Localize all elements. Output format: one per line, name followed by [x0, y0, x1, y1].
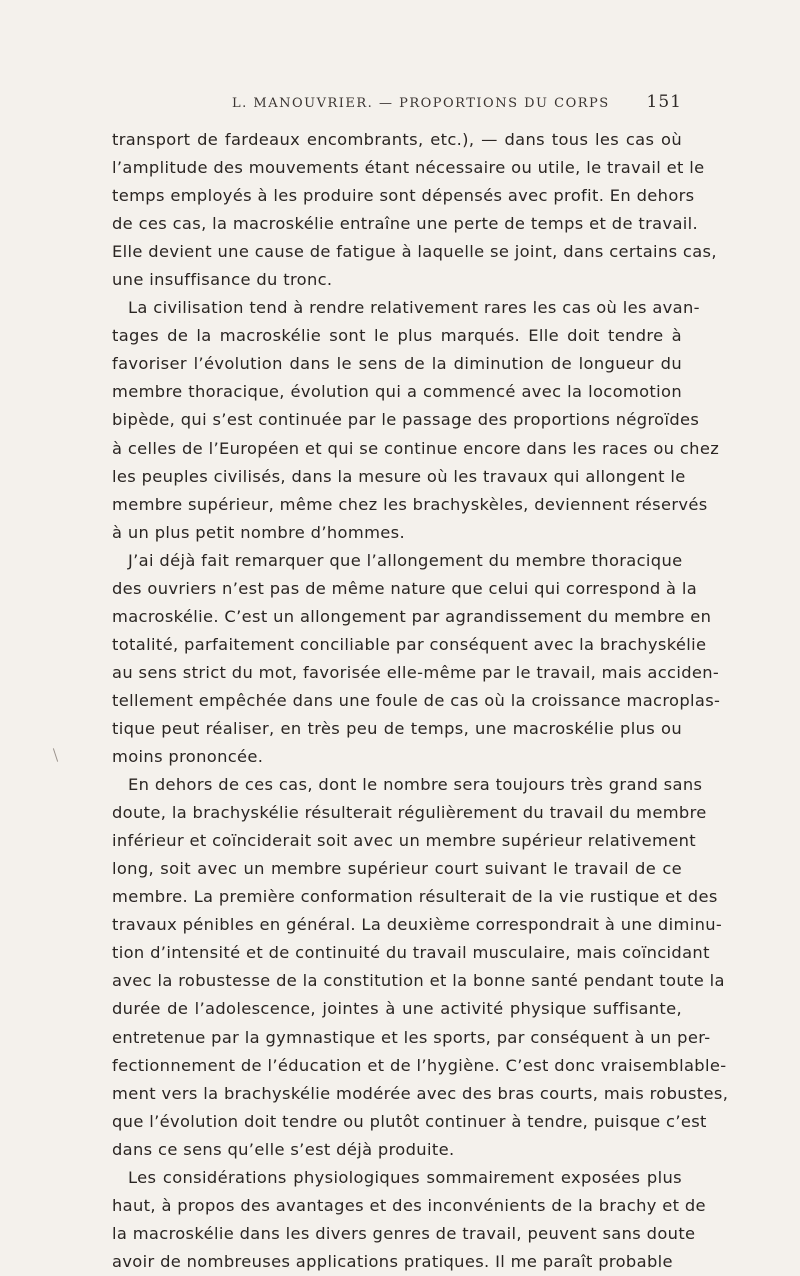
text-line: avec la robustesse de la constitution et la bonne santé pendant toute la	[112, 971, 725, 991]
running-head	[112, 92, 682, 116]
text-line: macroskélie. C’est un allongement par agrandissement du membre en	[112, 606, 712, 626]
text-line: transport de fardeaux encombrants, etc.), — dans tous les cas où	[112, 130, 682, 149]
text-line: haut, à propos des avantages et des inconvénients de la brachy et de	[112, 1195, 706, 1215]
paragraph-start: Les considérations physiologiques sommairement exposées plus	[128, 1167, 682, 1187]
paragraph-start: J’ai déjà fait remarquer que l’allongement du membre thoracique	[128, 550, 683, 570]
text-line: tion d’intensité et de continuité du travail musculaire, mais coïncidant	[112, 943, 710, 963]
text-line: ment vers la brachyskélie modérée avec des bras courts, mais robustes,	[112, 1083, 729, 1103]
text-line: dans ce sens qu’elle s’est déjà produite.	[112, 1139, 455, 1159]
text-line: durée de l’adolescence, jointes à une activité physique suffisante,	[112, 999, 682, 1019]
text-line: les peuples civilisés, dans la mesure où les travaux qui allongent le	[112, 466, 686, 486]
text-line: temps employés à les produire sont dépensés avec profit. En dehors	[112, 186, 695, 206]
paragraph-start: En dehors de ces cas, dont le nombre sera toujours très grand sans	[128, 775, 703, 795]
text-line: à un plus petit nombre d’hommes.	[112, 522, 406, 542]
text-line: inférieur et coïnciderait soit avec un membre supérieur relativement	[112, 831, 696, 851]
paragraph-start: La civilisation tend à rendre relativement rares les cas où les avan-	[128, 298, 700, 318]
text-line: une insuffisance du tronc.	[112, 270, 333, 290]
text-line: la macroskélie dans les divers genres de travail, peuvent sans doute	[112, 1223, 696, 1243]
text-line: entretenue par la gymnastique et les sports, par conséquent à un per-	[112, 1027, 711, 1047]
text-line: long, soit avec un membre supérieur court suivant le travail de ce	[112, 859, 682, 879]
text-line: favoriser l’évolution dans le sens de la diminution de longueur du	[112, 354, 682, 374]
page-number: 151	[646, 92, 682, 112]
margin-pencil-mark	[53, 748, 58, 762]
text-line: tages de la macroskélie sont le plus marqués. Elle doit tendre à	[112, 326, 682, 346]
text-line: tellement empêchée dans une foule de cas où la croissance macroplas-	[112, 690, 721, 710]
text-line: membre. La première conformation résulterait de la vie rustique et des	[112, 887, 718, 907]
text-line: moins prononcée.	[112, 747, 264, 767]
text-line: membre thoracique, évolution qui a commencé avec la locomotion	[112, 382, 682, 402]
text-line: des ouvriers n’est pas de même nature que celui qui correspond à la	[112, 578, 698, 598]
body-text	[112, 126, 729, 1276]
text-line: à celles de l’Européen et qui se continue encore dans les races ou chez	[112, 438, 720, 458]
text-line: membre supérieur, même chez les brachyskèles, deviennent réservés	[112, 494, 708, 514]
text-line: bipède, qui s’est continuée par le passage des proportions négroïdes	[112, 410, 700, 430]
text-line: tique peut réaliser, en très peu de temps, une macroskélie plus ou	[112, 718, 682, 738]
text-line: avoir de nombreuses applications pratiques. Il me paraît probable	[112, 1251, 673, 1271]
text-line: Elle devient une cause de fatigue à laquelle se joint, dans certains cas,	[112, 242, 717, 262]
text-line: travaux pénibles en général. La deuxième correspondrait à une diminu-	[112, 915, 723, 935]
running-title: L. MANOUVRIER. — PROPORTIONS DU CORPS	[232, 96, 610, 111]
text-line: totalité, parfaitement conciliable par conséquent avec la brachyskélie	[112, 634, 707, 654]
text-line: l’amplitude des mouvements étant nécessaire ou utile, le travail et le	[112, 158, 705, 178]
text-line: de ces cas, la macroskélie entraîne une perte de temps et de travail.	[112, 214, 699, 234]
text-line: au sens strict du mot, favorisée elle-même par le travail, mais acciden-	[112, 662, 720, 682]
text-line: fectionnement de l’éducation et de l’hygiène. C’est donc vraisemblable-	[112, 1055, 727, 1075]
text-line: que l’évolution doit tendre ou plutôt continuer à tendre, puisque c’est	[112, 1111, 707, 1131]
text-line: doute, la brachyskélie résulterait régulièrement du travail du membre	[112, 803, 707, 823]
